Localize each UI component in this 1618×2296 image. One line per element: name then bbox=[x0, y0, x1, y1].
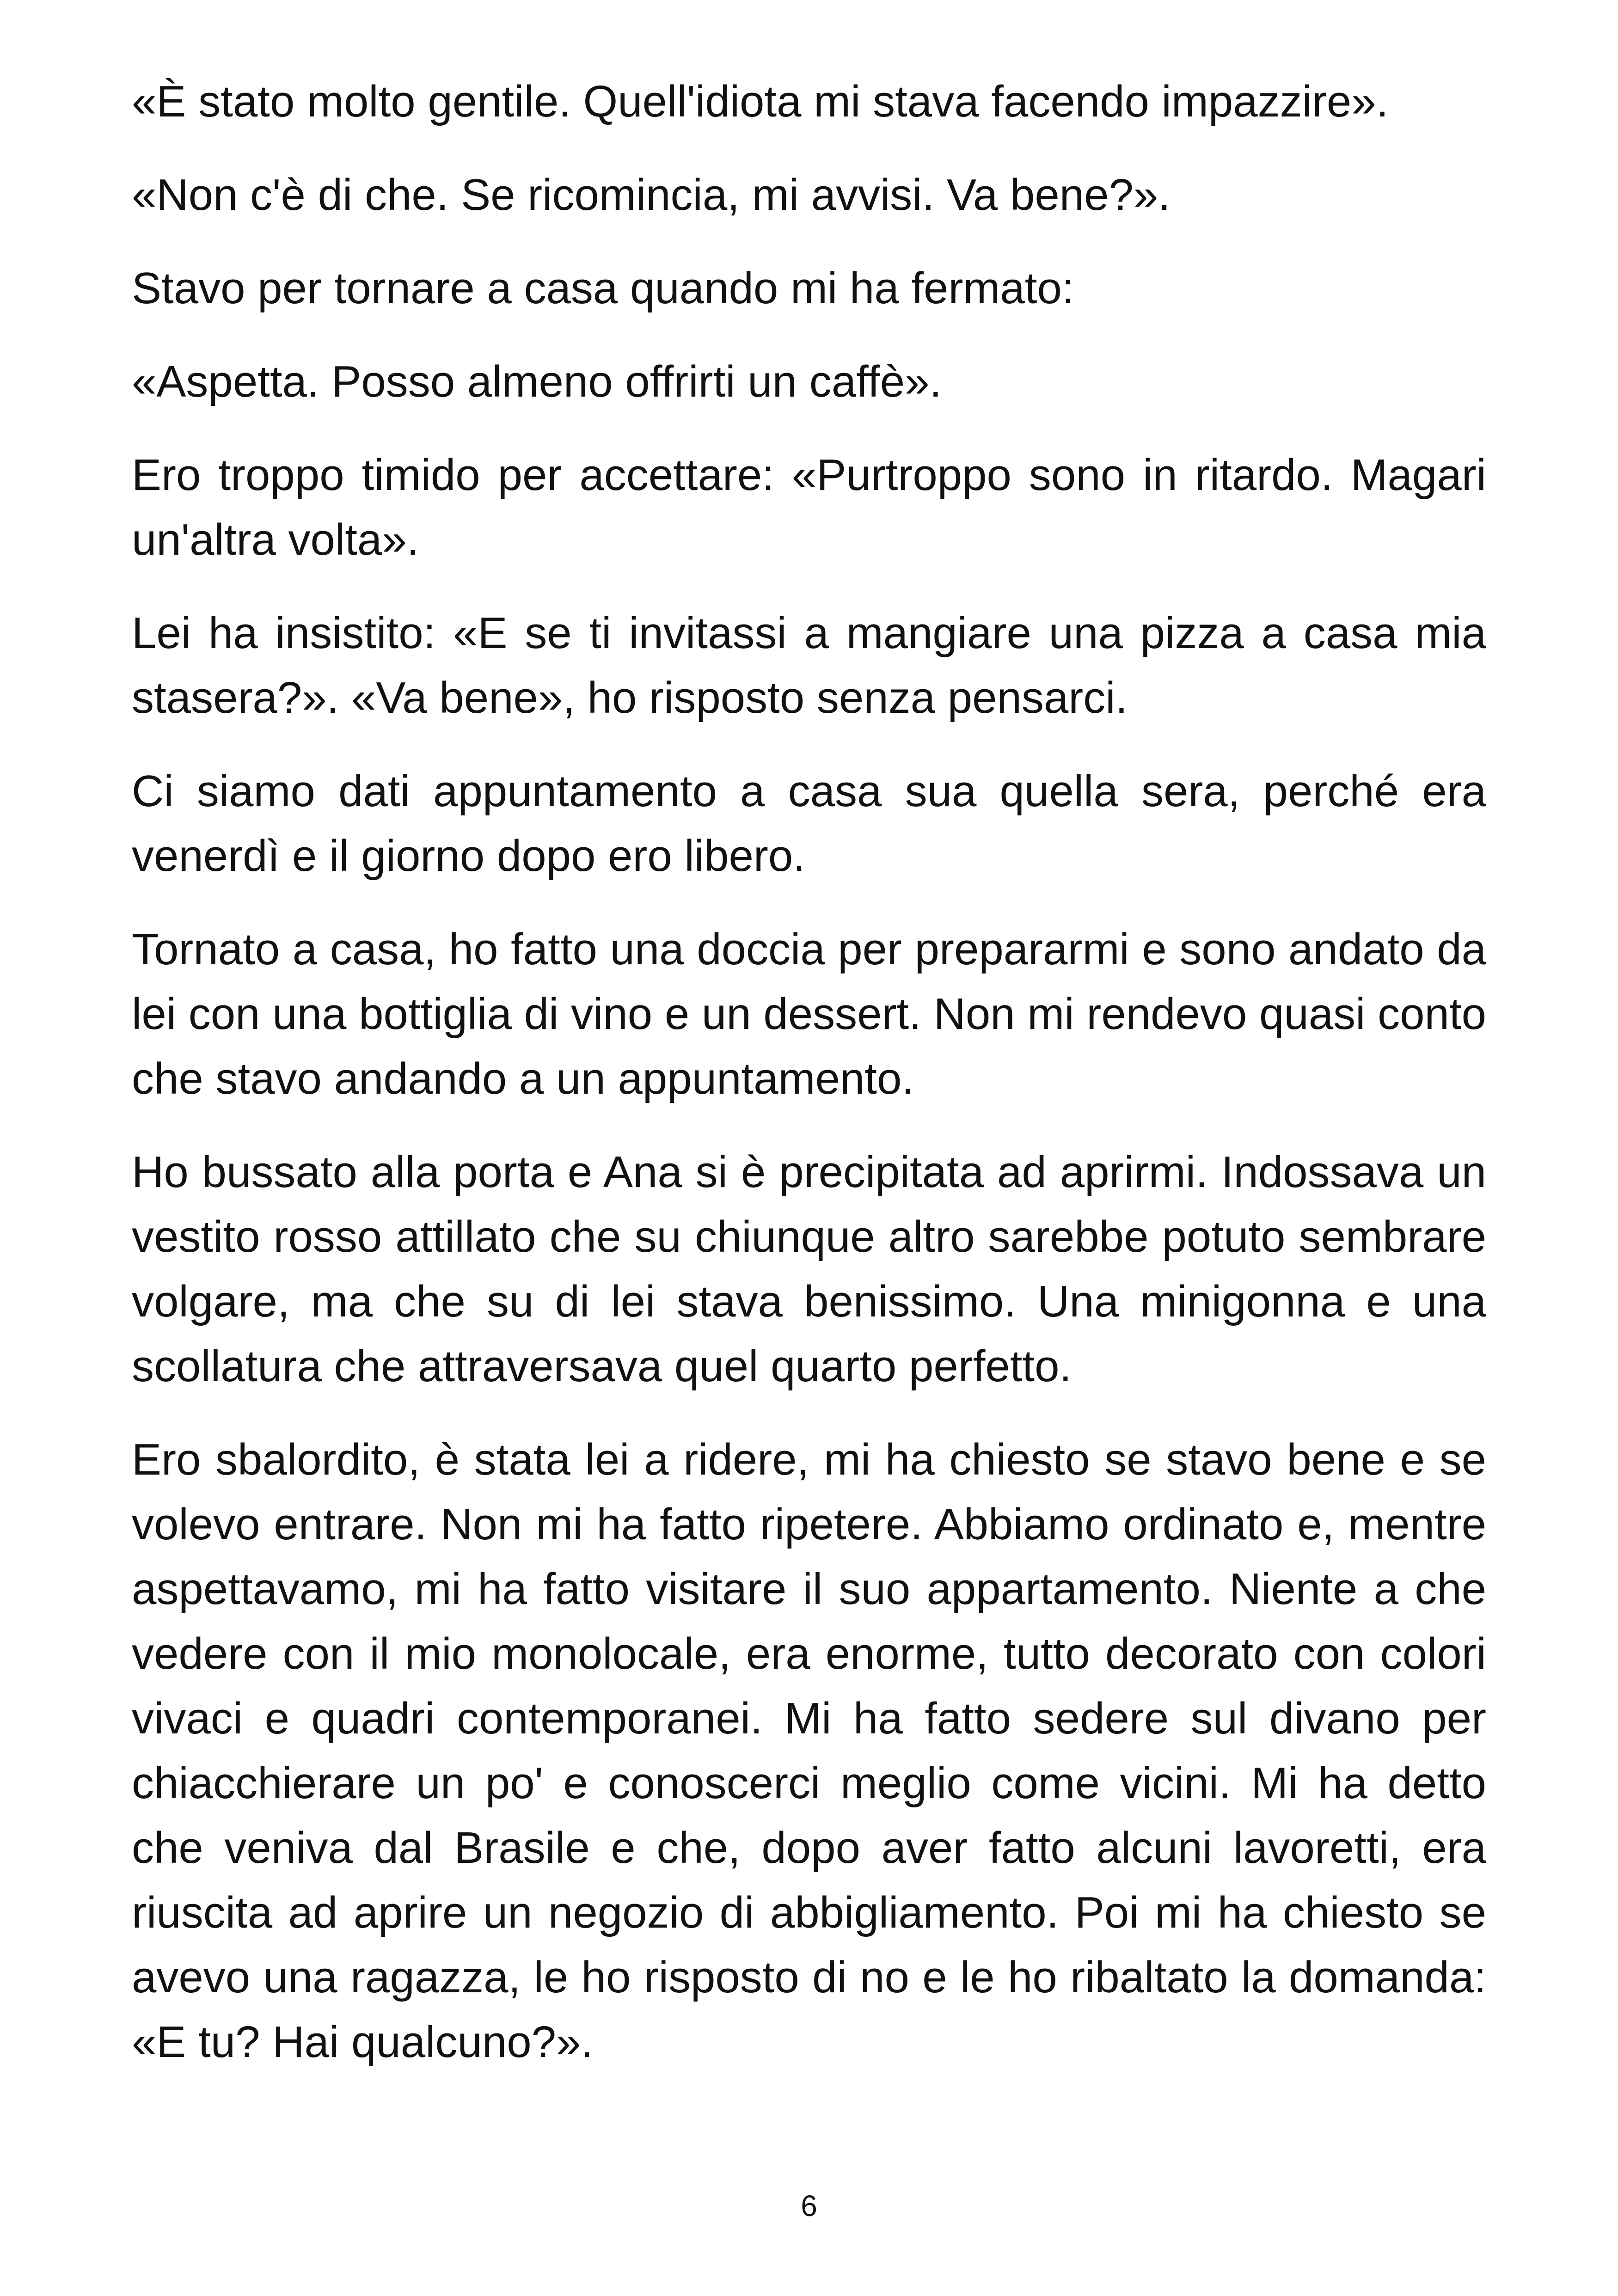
paragraph: Lei ha insistito: «E se ti invitassi a mangiare una pizza a casa mia stasera?». «Va bene», ho risposto senza pensarci. bbox=[132, 608, 1486, 722]
paragraph: Stavo per tornare a casa quando mi ha fermato: bbox=[132, 263, 1074, 313]
paragraph: Tornato a casa, ho fatto una doccia per prepararmi e sono andato da lei con una bottiglia di vino e un dessert. Non mi rendevo quasi conto che stavo andando a un appuntamento. bbox=[132, 925, 1486, 1103]
paragraph: «Non c'è di che. Se ricomincia, mi avvisi. Va bene?». bbox=[132, 170, 1171, 220]
page-number: 6 bbox=[801, 2189, 817, 2223]
paragraph: Ero sbalordito, è stata lei a ridere, mi ha chiesto se stavo bene e se volevo entrare. Non mi ha fatto ripetere. Abbiamo ordinato e, mentre aspettavamo, mi ha fatto visitare il suo appartamento. Niente a che vedere con il mio monolocale, era enorme, tutto decorato con colori vivaci e quadri contemporanei. Mi ha fatto sedere sul divano per chiacchierare un po' e conoscerci meglio come vicini. Mi ha detto che veniva dal Brasile e che, dopo aver fatto alcuni lavoretti, era riuscita ad aprire un negozio di abbigliamento. Poi mi ha chiesto se avevo una ragazza, le ho risposto di no e le ho ribaltato la domanda: «E tu? Hai qualcuno?». bbox=[132, 1435, 1486, 2067]
paragraph: Ci siamo dati appuntamento a casa sua quella sera, perché era venerdì e il giorno dopo ero libero. bbox=[132, 766, 1486, 881]
paragraph: Ero troppo timido per accettare: «Purtroppo sono in ritardo. Magari un'altra volta». bbox=[132, 450, 1486, 564]
paragraph: Ho bussato alla porta e Ana si è precipitata ad aprirmi. Indossava un vestito rosso attillato che su chiunque altro sarebbe potuto sembrare volgare, ma che su di lei stava benissimo. Una minigonna e una scollatura che attraversava quel quarto perfetto. bbox=[132, 1147, 1486, 1391]
paragraph: «È stato molto gentile. Quell'idiota mi stava facendo impazzire». bbox=[132, 77, 1389, 126]
body-text bbox=[132, 69, 1486, 2103]
paragraph: «Aspetta. Posso almeno offrirti un caffè». bbox=[132, 357, 942, 406]
